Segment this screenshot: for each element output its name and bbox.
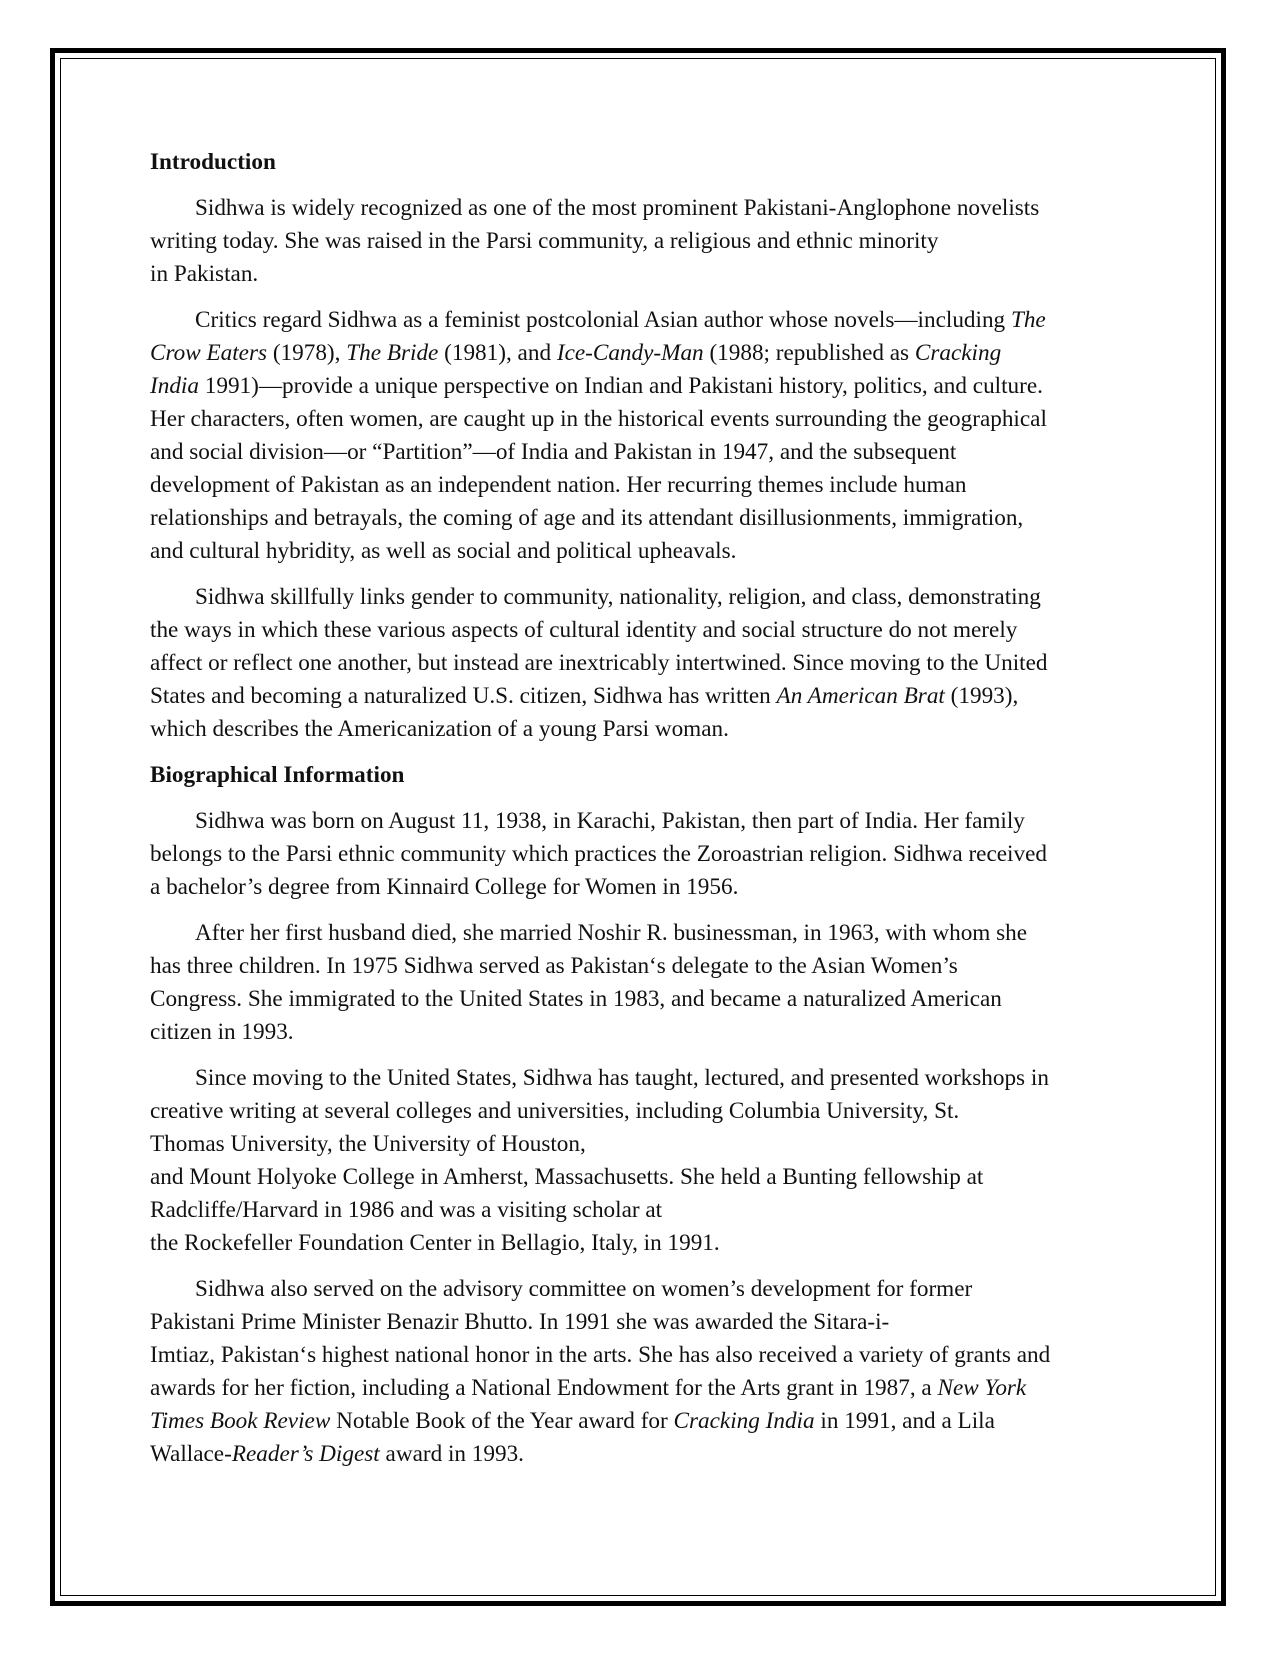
text-run: Wallace-	[150, 1441, 232, 1467]
text-run: development of Pakistan as an independent nation. Her recurring themes include human	[150, 472, 967, 498]
text-run: creative writing at several colleges and universities, including Columbia University, St.	[150, 1098, 960, 1124]
text-line	[150, 950, 1130, 983]
italic-title: New York	[937, 1375, 1027, 1401]
text-line	[150, 337, 1130, 370]
paragraph	[150, 192, 1130, 291]
text-run: Since moving to the United States, Sidhwa has taught, lectured, and presented workshops in	[195, 1065, 1049, 1091]
text-run: in 1991, and a Lila	[814, 1408, 995, 1434]
text-line	[150, 1405, 1130, 1438]
text-line	[150, 225, 1130, 258]
text-line	[150, 258, 1130, 291]
text-line	[150, 304, 1130, 337]
text-run: (1981), and	[438, 340, 557, 366]
text-run: After her first husband died, she married Noshir R. businessman, in 1963, with whom she	[195, 920, 1028, 946]
italic-title: The Bride	[346, 340, 439, 366]
section-heading: Biographical Information	[150, 762, 405, 788]
text-run: awards for her fiction, including a National Endowment for the Arts grant in 1987, a	[150, 1375, 938, 1401]
text-run: Critics regard Sidhwa as a feminist postcolonial Asian author whose novels—including	[195, 307, 1011, 333]
text-line	[150, 1339, 1130, 1372]
text-run: affect or reflect one another, but instead are inextricably intertwined. Since moving to the United	[150, 650, 1048, 676]
paragraph	[150, 1062, 1130, 1260]
text-run: (1978),	[267, 340, 347, 366]
text-line	[150, 983, 1130, 1016]
text-line	[150, 1062, 1130, 1095]
italic-title: An American Brat	[776, 683, 945, 709]
text-line	[150, 502, 1130, 535]
text-line	[150, 535, 1130, 568]
text-run: Congress. She immigrated to the United States in 1983, and became a naturalized American	[150, 986, 1002, 1012]
text-run: a bachelor’s degree from Kinnaird College for Women in 1956.	[150, 874, 739, 900]
text-run: belongs to the Parsi ethnic community which practices the Zoroastrian religion. Sidhwa received	[150, 841, 1047, 867]
text-line	[150, 1438, 1130, 1471]
text-run: citizen in 1993.	[150, 1019, 294, 1045]
text-line	[150, 871, 1130, 904]
text-run: Imtiaz, Pakistan‘s highest national honor in the arts. She has also received a variety of grants and	[150, 1342, 1051, 1368]
section-heading: Introduction	[150, 149, 276, 175]
italic-title: Times Book Review	[150, 1408, 331, 1434]
italic-title: Cracking India	[673, 1408, 815, 1434]
text-line	[150, 1273, 1130, 1306]
italic-title: Cracking	[914, 340, 1002, 366]
text-line	[150, 1306, 1130, 1339]
italic-title: India	[150, 373, 199, 399]
text-run: Pakistani Prime Minister Benazir Bhutto. In 1991 she was awarded the Sitara-i-	[150, 1309, 890, 1335]
text-line	[150, 1161, 1130, 1194]
text-run: relationships and betrayals, the coming of age and its attendant disillusionments, immigration,	[150, 505, 1024, 531]
italic-title: Ice-Candy-Man	[556, 340, 704, 366]
text-run: has three children. In 1975 Sidhwa served as Pakistan‘s delegate to the Asian Women’s	[150, 953, 958, 979]
text-run: Thomas University, the University of Houston,	[150, 1131, 586, 1157]
italic-title: Reader’s Digest	[231, 1441, 380, 1467]
paragraph	[150, 304, 1130, 568]
text-line	[150, 1227, 1130, 1260]
text-line	[150, 1095, 1130, 1128]
text-line	[150, 680, 1130, 713]
paragraph	[150, 1273, 1130, 1471]
text-run: Sidhwa also served on the advisory committee on women’s development for former	[195, 1276, 973, 1302]
paragraph	[150, 805, 1130, 904]
text-line	[150, 403, 1130, 436]
text-line	[150, 917, 1130, 950]
text-line	[150, 1194, 1130, 1227]
text-run: and cultural hybridity, as well as social and political upheavals.	[150, 538, 737, 564]
text-run: 1991)—provide a unique perspective on Indian and Pakistani history, politics, and culture.	[198, 373, 1043, 399]
text-line	[150, 469, 1130, 502]
text-line	[150, 1372, 1130, 1405]
text-run: Sidhwa was born on August 11, 1938, in Karachi, Pakistan, then part of India. Her family	[195, 808, 1025, 834]
text-line	[150, 581, 1130, 614]
text-run: writing today. She was raised in the Parsi community, a religious and ethnic minority	[150, 228, 939, 254]
text-line	[150, 436, 1130, 469]
text-run: the Rockefeller Foundation Center in Bellagio, Italy, in 1991.	[150, 1230, 720, 1256]
italic-title: The	[1010, 307, 1046, 333]
text-line	[150, 192, 1130, 225]
text-line	[150, 713, 1130, 746]
document-body	[150, 146, 1130, 1471]
text-line	[150, 614, 1130, 647]
text-run: and social division—or “Partition”—of India and Pakistan in 1947, and the subsequent	[150, 439, 957, 465]
text-run: States and becoming a naturalized U.S. citizen, Sidhwa has written	[150, 683, 777, 709]
text-run: Sidhwa skillfully links gender to community, nationality, religion, and class, demonstrating	[195, 584, 1041, 610]
text-line	[150, 1016, 1130, 1049]
text-run: the ways in which these various aspects of cultural identity and social structure do not merely	[150, 617, 1018, 643]
paragraph	[150, 581, 1130, 746]
text-run: (1988; republished as	[703, 340, 915, 366]
italic-title: Crow Eaters	[150, 340, 268, 366]
text-run: Sidhwa is widely recognized as one of the most prominent Pakistani-Anglophone novelists	[195, 195, 1040, 221]
text-run: Notable Book of the Year award for	[330, 1408, 674, 1434]
text-run: (1993),	[944, 683, 1019, 709]
text-line	[150, 370, 1130, 403]
text-line	[150, 838, 1130, 871]
text-line	[150, 647, 1130, 680]
text-run: in Pakistan.	[150, 261, 259, 287]
text-run: and Mount Holyoke College in Amherst, Massachusetts. She held a Bunting fellowship at	[150, 1164, 984, 1190]
text-line	[150, 805, 1130, 838]
text-run: Her characters, often women, are caught up in the historical events surrounding the geographical	[150, 406, 1047, 432]
paragraph	[150, 917, 1130, 1049]
text-run: Radcliffe/Harvard in 1986 and was a visiting scholar at	[150, 1197, 663, 1223]
text-run: which describes the Americanization of a young Parsi woman.	[150, 716, 729, 742]
text-line	[150, 1128, 1130, 1161]
text-run: award in 1993.	[379, 1441, 524, 1467]
